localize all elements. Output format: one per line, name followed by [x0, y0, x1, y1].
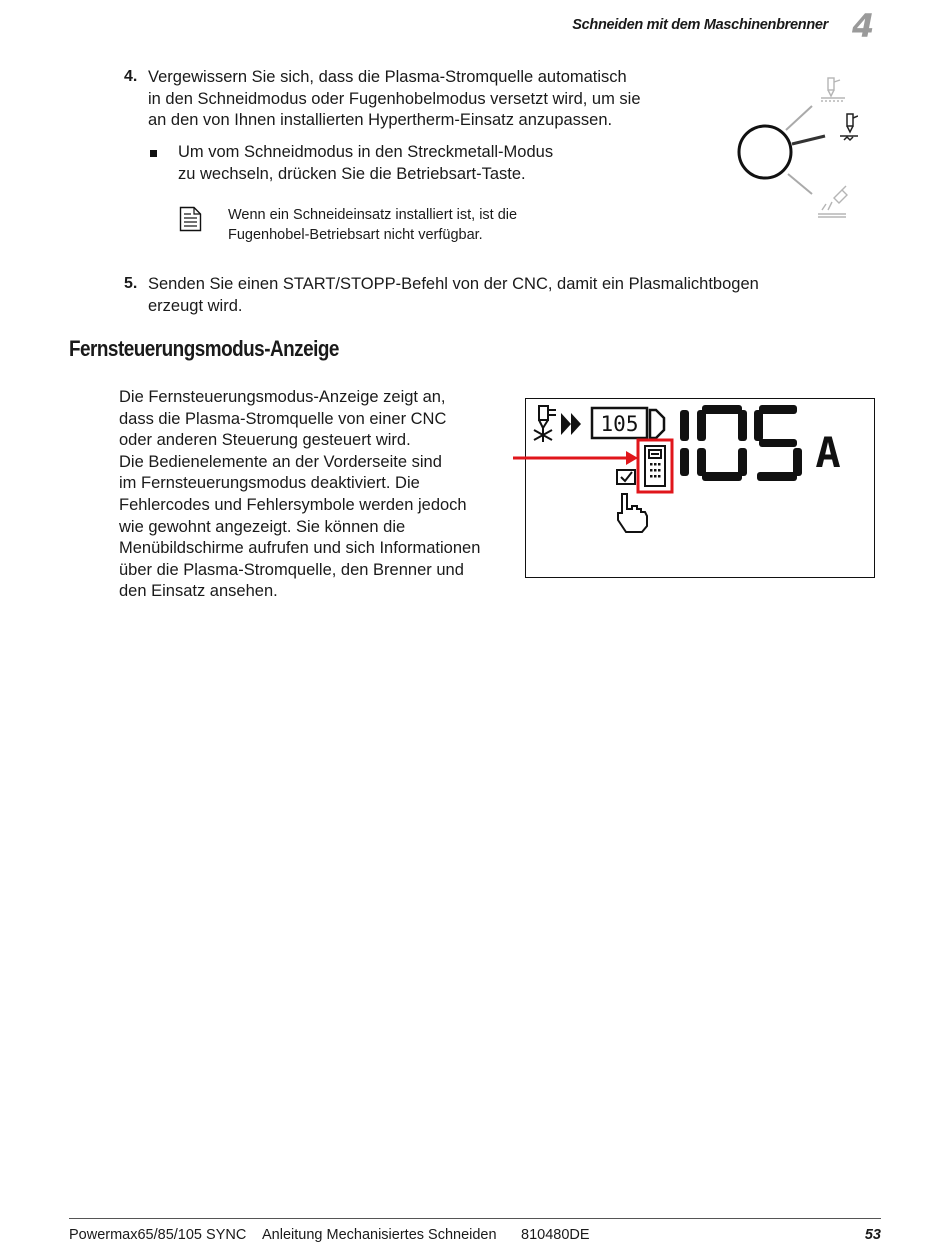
checkbox-icon — [617, 470, 635, 484]
double-arrow-icon — [561, 413, 581, 435]
text-line: über die Plasma-Stromquelle, den Brenner und — [119, 560, 464, 579]
text-line: wie gewohnt angezeigt. Sie können die — [119, 517, 406, 536]
cutting-torch-icon — [840, 114, 858, 140]
footer-doc-number: 810480DE — [521, 1227, 590, 1243]
mode-selector-illustration — [728, 70, 858, 230]
text-line: Wenn ein Schneideinsatz installiert ist, ist die — [228, 207, 518, 223]
step-5-text — [148, 274, 759, 317]
text-line: erzeugt wird. — [148, 296, 243, 315]
footer-divider — [69, 1218, 881, 1219]
section-heading: Fernsteuerungsmodus-Anzeige — [69, 336, 339, 361]
expanded-metal-torch-icon — [821, 78, 845, 101]
text-line: Um vom Schneidmodus in den Streckmetall-Modus — [178, 143, 554, 161]
text-line: in den Schneidmodus oder Fugenhobelmodus versetzt wird, um sie — [148, 89, 641, 108]
text-line: zu wechseln, drücken Sie die Betriebsart-Taste. — [178, 164, 526, 183]
text-line: Senden Sie einen START/STOPP-Befehl von der CNC, damit ein Plasmalichtbogen — [148, 275, 759, 293]
big-current-digits — [680, 405, 802, 481]
chapter-number: 4 — [852, 7, 875, 45]
text-line: Vergewissern Sie sich, dass die Plasma-Stromquelle automatisch — [148, 68, 627, 86]
text-line: im Fernsteuerungsmodus deaktiviert. Die — [119, 474, 420, 493]
footer-product: Powermax65/85/105 SYNC — [69, 1227, 247, 1243]
torch-icon — [534, 406, 556, 442]
text-line: den Einsatz ansehen. — [119, 582, 278, 601]
footer-manual: Anleitung Mechanisiertes Schneiden — [262, 1227, 497, 1243]
current-setpoint-value: 105 — [600, 412, 639, 436]
section-paragraph — [119, 387, 509, 603]
step-number-5: 5. — [124, 275, 138, 292]
note-icon — [179, 206, 202, 232]
text-line: dass die Plasma-Stromquelle von einer CNC — [119, 409, 447, 428]
gouging-torch-icon — [818, 186, 847, 217]
text-line: Fehlercodes und Fehlersymbole werden jedoch — [119, 495, 467, 514]
text-line: oder anderen Steuerung gesteuert wird. — [119, 431, 411, 450]
note-text — [228, 205, 517, 245]
text-line: Die Bedienelemente an der Vorderseite sind — [119, 452, 442, 471]
text-line: Fugenhobel-Betriebsart nicht verfügbar. — [228, 227, 483, 243]
mode-knob-circle — [739, 126, 791, 178]
bullet-marker — [150, 150, 157, 157]
lcd-display-illustration — [510, 398, 875, 578]
step-4-text — [148, 67, 641, 132]
highlight-box — [638, 440, 672, 492]
step-4-bullet-text — [178, 142, 553, 185]
text-line: Die Fernsteuerungsmodus-Anzeige zeigt an, — [119, 388, 446, 406]
hand-pointer-icon — [618, 494, 647, 532]
remote-control-icon — [645, 446, 665, 486]
chapter-title: Schneiden mit dem Maschinenbrenner — [572, 17, 828, 33]
current-unit: A — [815, 428, 841, 477]
text-line: Menübildschirme aufrufen und sich Informationen — [119, 539, 481, 558]
text-line: an den von Ihnen installierten Hypertherm-Einsatz anzupassen. — [148, 111, 613, 129]
step-number-4: 4. — [124, 68, 138, 85]
page-number: 53 — [864, 1227, 881, 1243]
